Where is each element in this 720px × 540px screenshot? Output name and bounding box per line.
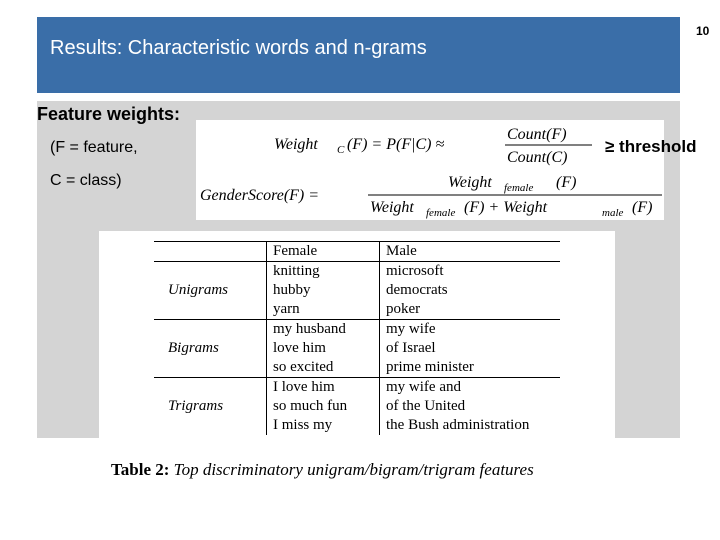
male-cell: democrats <box>386 282 448 298</box>
feature-definition: (F = feature, <box>50 139 138 156</box>
male-cell: microsoft <box>386 263 444 279</box>
female-cell: so excited <box>267 358 380 378</box>
female-cell: I miss my <box>267 416 380 435</box>
title-bar <box>37 17 680 93</box>
table-header-cell <box>154 242 267 262</box>
weight-denominator: Count(C) <box>507 149 568 166</box>
table-caption-text: Top discriminatory unigram/bigram/trigram features <box>173 460 534 479</box>
male-cell: the Bush administration <box>386 417 530 433</box>
table-header-cell: Male <box>386 243 417 259</box>
feature-weights-heading: Feature weights: <box>37 104 181 124</box>
gender-denominator-end: (F) <box>632 199 653 216</box>
gender-denominator-mid: (F) + Weight <box>464 199 548 216</box>
table-row <box>154 262 560 282</box>
row-group-label: Bigrams <box>154 320 267 378</box>
gender-numerator-arg: (F) <box>556 174 577 191</box>
table-row <box>154 320 560 340</box>
table-caption <box>111 460 534 480</box>
male-cell: of Israel <box>386 340 436 356</box>
table-row <box>154 378 560 398</box>
class-definition: C = class) <box>50 172 122 189</box>
slide-number: 10 <box>696 24 710 38</box>
female-cell: knitting <box>267 262 380 282</box>
table-header-cell: Female <box>267 242 380 262</box>
gender-numerator-weight: Weight <box>448 174 492 191</box>
weight-lhs-sub: C <box>337 144 345 156</box>
male-cell: my wife and <box>386 379 461 395</box>
formula-box <box>196 120 664 220</box>
female-cell: I love him <box>267 378 380 398</box>
row-group-label: Trigrams <box>154 378 267 436</box>
gender-denominator-a: Weight <box>370 199 414 216</box>
feature-table <box>154 241 560 435</box>
weight-numerator: Count(F) <box>507 126 567 143</box>
female-cell: love him <box>267 339 380 358</box>
table-caption-label: Table 2: <box>111 460 170 479</box>
weight-lhs: Weight <box>274 136 318 153</box>
slide-title: Results: Characteristic words and n-grams <box>50 37 427 59</box>
gender-score-formula <box>200 174 662 219</box>
female-cell: so much fun <box>267 397 380 416</box>
row-group-label: Unigrams <box>154 262 267 320</box>
male-cell: of the United <box>386 398 466 414</box>
female-cell: hubby <box>267 281 380 300</box>
gender-numerator-sub: female <box>504 182 534 194</box>
weight-formula <box>274 126 592 166</box>
male-cell: my wife <box>386 321 436 337</box>
male-cell: poker <box>386 301 421 317</box>
female-cell: yarn <box>267 300 380 320</box>
female-cell: my husband <box>267 320 380 340</box>
gender-denominator-a-sub: female <box>426 207 456 219</box>
male-cell: prime minister <box>386 359 474 375</box>
table-panel <box>99 231 615 438</box>
gender-lhs: GenderScore(F) = <box>200 187 320 204</box>
threshold-label: ≥ threshold <box>605 137 697 156</box>
formula-graphic <box>196 120 664 220</box>
gender-denominator-b-sub: male <box>602 207 624 219</box>
weight-lhs-arg: (F) = P(F|C) ≈ <box>347 136 445 153</box>
table-header-row <box>154 242 560 262</box>
